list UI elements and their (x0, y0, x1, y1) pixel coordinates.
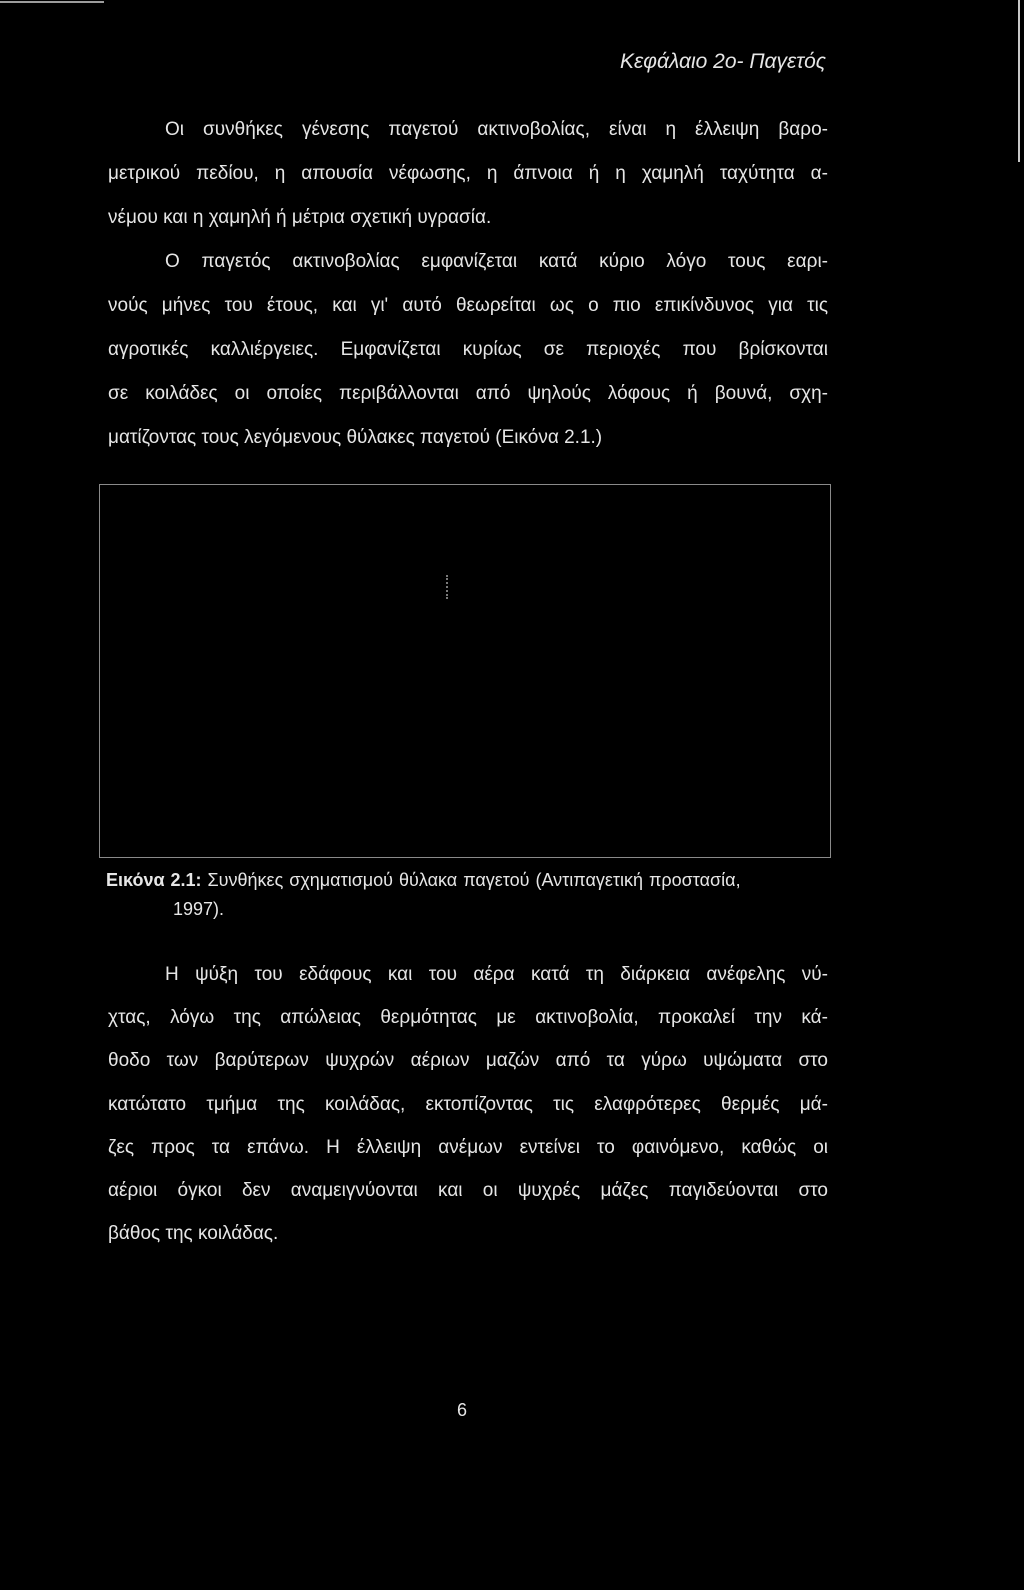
text-line: μετρικού πεδίου, η απουσία νέφωσης, η άπνοια ή η χαμηλή ταχύτητα α- (108, 163, 828, 184)
text-line: νέμου και η χαμηλή ή μέτρια σχετική υγρασία. (108, 207, 492, 228)
text-line: αγροτικές καλλιέργειες. Εμφανίζεται κυρίως σε περιοχές που βρίσκονται (108, 339, 828, 360)
chapter-header: Κεφάλαιο 2ο- Παγετός (620, 50, 826, 73)
figure-image (99, 484, 831, 858)
figure-caption (106, 866, 741, 894)
figure-caption-continuation: 1997). (173, 899, 225, 919)
paragraph-3 (108, 953, 828, 1255)
page-number: 6 (457, 1400, 468, 1420)
text-line: νούς μήνες του έτους, και γι' αυτό θεωρείται ως ο πιο επικίνδυνος για τις (108, 295, 828, 316)
figure-caption-text: Συνθήκες σχηματισμού θύλακα παγετού (Αντιπαγετική προστασία, (207, 870, 741, 890)
text-line: Η ψύξη του εδάφους και του αέρα κατά τη διάρκεια ανέφελης νύ- (165, 964, 828, 985)
text-line: σε κοιλάδες οι οποίες περιβάλλονται από ψηλούς λόφους ή βουνά, σχη- (108, 383, 828, 404)
text-line: ματίζοντας τους λεγόμενους θύλακες παγετού (Εικόνα 2.1.) (108, 427, 603, 448)
scan-edge-top-line (0, 1, 104, 3)
text-line: θοδο των βαρύτερων ψυχρών αέριων μαζών από τα γύρω υψώματα στο (108, 1050, 828, 1072)
text-line: ζες προς τα επάνω. Η έλλειψη ανέμων εντείνει το φαινόμενο, καθώς οι (108, 1136, 828, 1158)
figure-mark (446, 575, 448, 599)
figure-caption-label: Εικόνα 2.1: (106, 870, 202, 890)
text-line: κατώτατο τμήμα της κοιλάδας, εκτοπίζοντας τις ελαφρότερες θερμές μά- (108, 1093, 828, 1115)
scan-edge-right-line (1018, 0, 1020, 162)
paragraph-1 (108, 108, 828, 240)
text-line: Οι συνθήκες γένεσης παγετού ακτινοβολίας, είναι η έλλειψη βαρο- (165, 119, 828, 140)
text-line: βάθος της κοιλάδας. (108, 1223, 279, 1245)
text-line: αέριοι όγκοι δεν αναμειγνύονται και οι ψυχρές μάζες παγιδεύονται στο (108, 1180, 828, 1202)
text-line: χτας, λόγω της απώλειας θερμότητας με ακτινοβολία, προκαλεί την κά- (108, 1007, 828, 1029)
text-line: Ο παγετός ακτινοβολίας εμφανίζεται κατά κύριο λόγο τους εαρι- (165, 251, 828, 272)
paragraph-2 (108, 240, 828, 460)
